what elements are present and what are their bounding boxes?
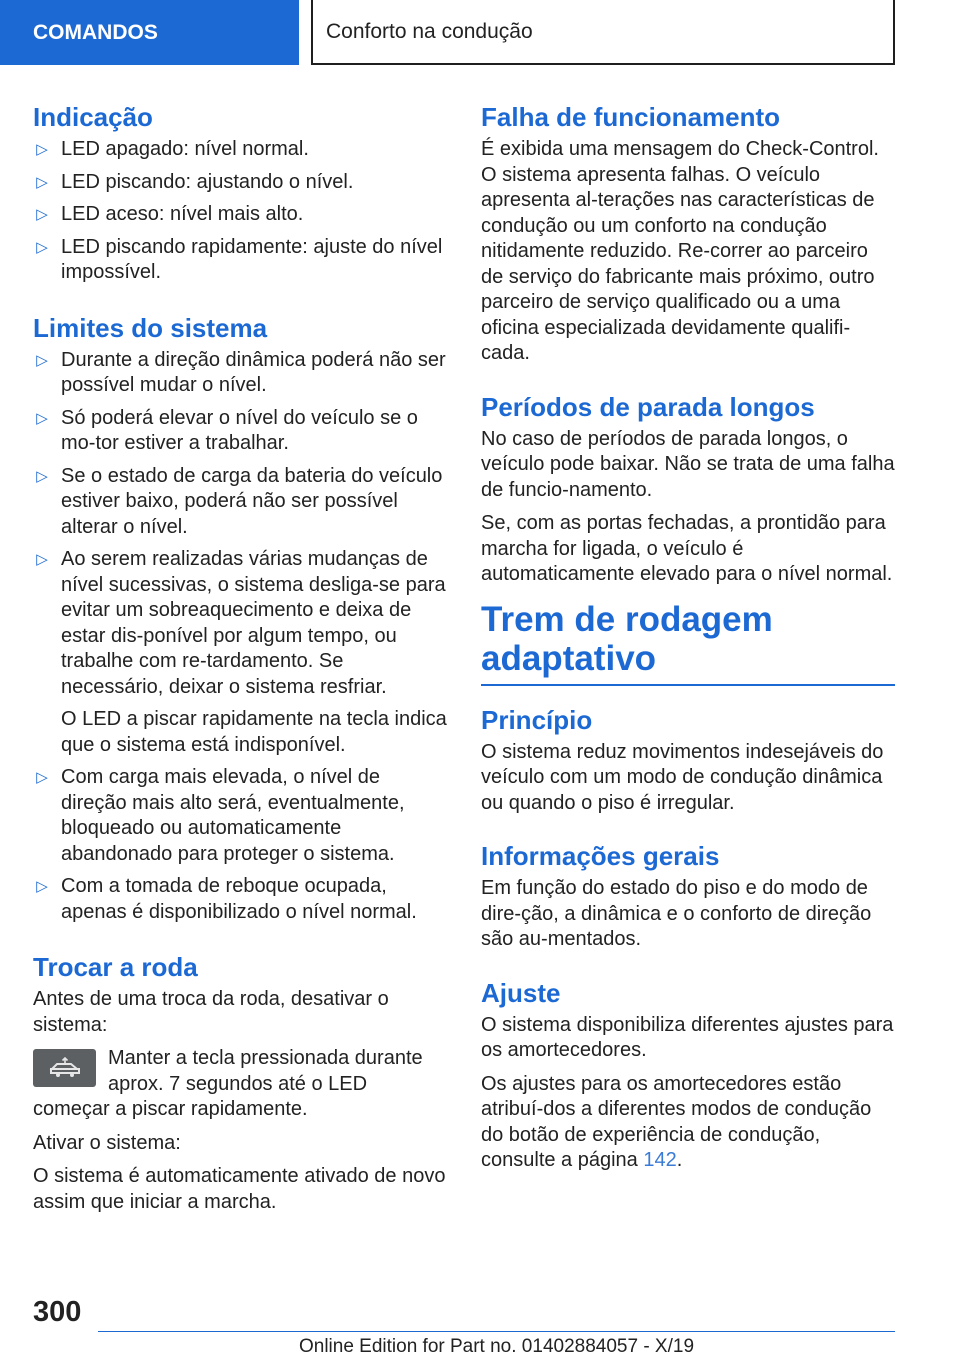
list-indicacao <box>33 137 448 286</box>
page-number: 300 <box>33 1296 82 1328</box>
right-column <box>481 97 895 1182</box>
triangle-bullet-icon: ▷ <box>36 173 48 191</box>
triangle-bullet-icon: ▷ <box>36 551 48 568</box>
triangle-bullet-icon: ▷ <box>36 878 48 895</box>
triangle-bullet-icon: ▷ <box>36 141 48 158</box>
list-item: ▷ Ao serem realizadas várias mudanças de nível sucessivas, o sistema desliga-se para evitar um sobreaquecimento e deixa de estar dis-ponível por algum tempo, ou trabalhe com re-tardamento. Se necessário, deixar o sistema resfriar. O LED a piscar rapidamente na tecla indica que o sistema está indisponível. <box>33 547 448 758</box>
paragraph-ajuste-2: Os ajustes para os amortecedores estão atribuí-dos a diferentes modos de condução do botão de experiência de condução, consulte a página 142. <box>481 1072 872 1171</box>
triangle-bullet-icon: ▷ <box>36 238 48 256</box>
paragraph-periodos-2: Se, com as portas fechadas, a prontidão para marcha for ligada, o veículo é automaticamente elevado para o nível normal. <box>481 512 893 585</box>
page-reference-link[interactable]: 142 <box>643 1149 677 1171</box>
chapter-title: Trem de rodagem adaptativo <box>481 599 773 678</box>
heading-indicacao: Indicação <box>33 102 153 132</box>
title-divider <box>481 684 895 686</box>
paragraph-ativar: Ativar o sistema: <box>33 1131 181 1154</box>
paragraph-falha: É exibida uma mensagem do Check-Control. O sistema apresenta falhas. O veículo apresenta al-terações nas características de condução ou um conforto na condução nitidamente reduzido. Re-correr ao parceiro de serviço do fabricante mais próximo, outro parceiro de serviço qualificado ou a uma oficina especializada devidamente qualifi-cada. <box>481 138 879 364</box>
list-item: ▷ Se o estado de carga da bateria do veículo estiver baixo, poderá não ser possível alterar o nível. <box>33 464 448 541</box>
footer-divider <box>98 1331 895 1332</box>
heading-limites: Limites do sistema <box>33 312 268 343</box>
footer-edition: Online Edition for Part no. 01402884057 - X/19 <box>298 1336 695 1357</box>
list-item: ▷ Com a tomada de reboque ocupada, apenas é disponibilizado o nível normal. <box>33 874 448 925</box>
list-limites <box>33 348 448 926</box>
triangle-bullet-icon: ▷ <box>36 206 48 223</box>
list-item: ▷ LED piscando: ajustando o nível. <box>33 170 448 196</box>
triangle-bullet-icon: ▷ <box>36 351 48 369</box>
heading-principio: Princípio <box>481 704 593 735</box>
vehicle-height-key-icon <box>33 1049 96 1087</box>
heading-ajuste: Ajuste <box>481 977 561 1008</box>
header-section-tab <box>0 0 299 65</box>
paragraph-key-instruction: Manter a tecla pressionada durante aprox. 7 segundos até o LED começar a piscar rapidamente. <box>33 1047 423 1120</box>
paragraph-principio: O sistema reduz movimentos indesejáveis do veículo com um modo de condução dinâmica ou quando o piso é irregular. <box>481 740 884 814</box>
list-item: ▷ Durante a direção dinâmica poderá não ser possível mudar o nível. <box>33 348 448 399</box>
paragraph-auto-ativado: O sistema é automaticamente ativado de novo assim que iniciar a marcha. <box>33 1165 446 1213</box>
heading-periodos: Períodos de parada longos <box>481 391 815 422</box>
list-item: ▷ LED piscando rapidamente: ajuste do nível impossível. <box>33 235 448 286</box>
paragraph-ajuste-1: O sistema disponibiliza diferentes ajustes para os amortecedores. <box>481 1013 894 1061</box>
heading-info-gerais: Informações gerais <box>481 841 720 871</box>
paragraph-periodos-1: No caso de períodos de parada longos, o veículo pode baixar. Não se trata de uma falha de funcio-namento. <box>481 427 895 501</box>
list-item: ▷ LED aceso: nível mais alto. <box>33 202 448 228</box>
heading-trocar-roda: Trocar a roda <box>33 952 198 982</box>
triangle-bullet-icon: ▷ <box>36 409 48 427</box>
triangle-bullet-icon: ▷ <box>36 467 48 485</box>
triangle-bullet-icon: ▷ <box>36 769 48 786</box>
list-item: ▷ Com carga mais elevada, o nível de direção mais alto será, eventualmente, bloqueado ou automaticamente abandonado para proteger o sistema. <box>33 765 448 867</box>
paragraph-info-gerais: Em função do estado do piso e do modo de dire-ção, a dinâmica e o conforto de direção são au-mentados. <box>481 877 872 950</box>
header-section-label: COMANDOS <box>33 20 158 44</box>
heading-falha: Falha de funcionamento <box>481 102 781 132</box>
left-column <box>33 97 448 1223</box>
header-chapter-label: Conforto na condução <box>326 19 533 43</box>
paragraph-trocar-intro: Antes de uma troca da roda, desativar o sistema: <box>33 988 389 1036</box>
list-item-note: O LED a piscar rapidamente na tecla indica que o sistema está indisponível. <box>61 708 447 756</box>
list-item: ▷ LED apagado: nível normal. <box>33 137 448 163</box>
list-item: ▷ Só poderá elevar o nível do veículo se o mo-tor estiver a trabalhar. <box>33 406 448 457</box>
header-chapter-box <box>311 0 895 65</box>
